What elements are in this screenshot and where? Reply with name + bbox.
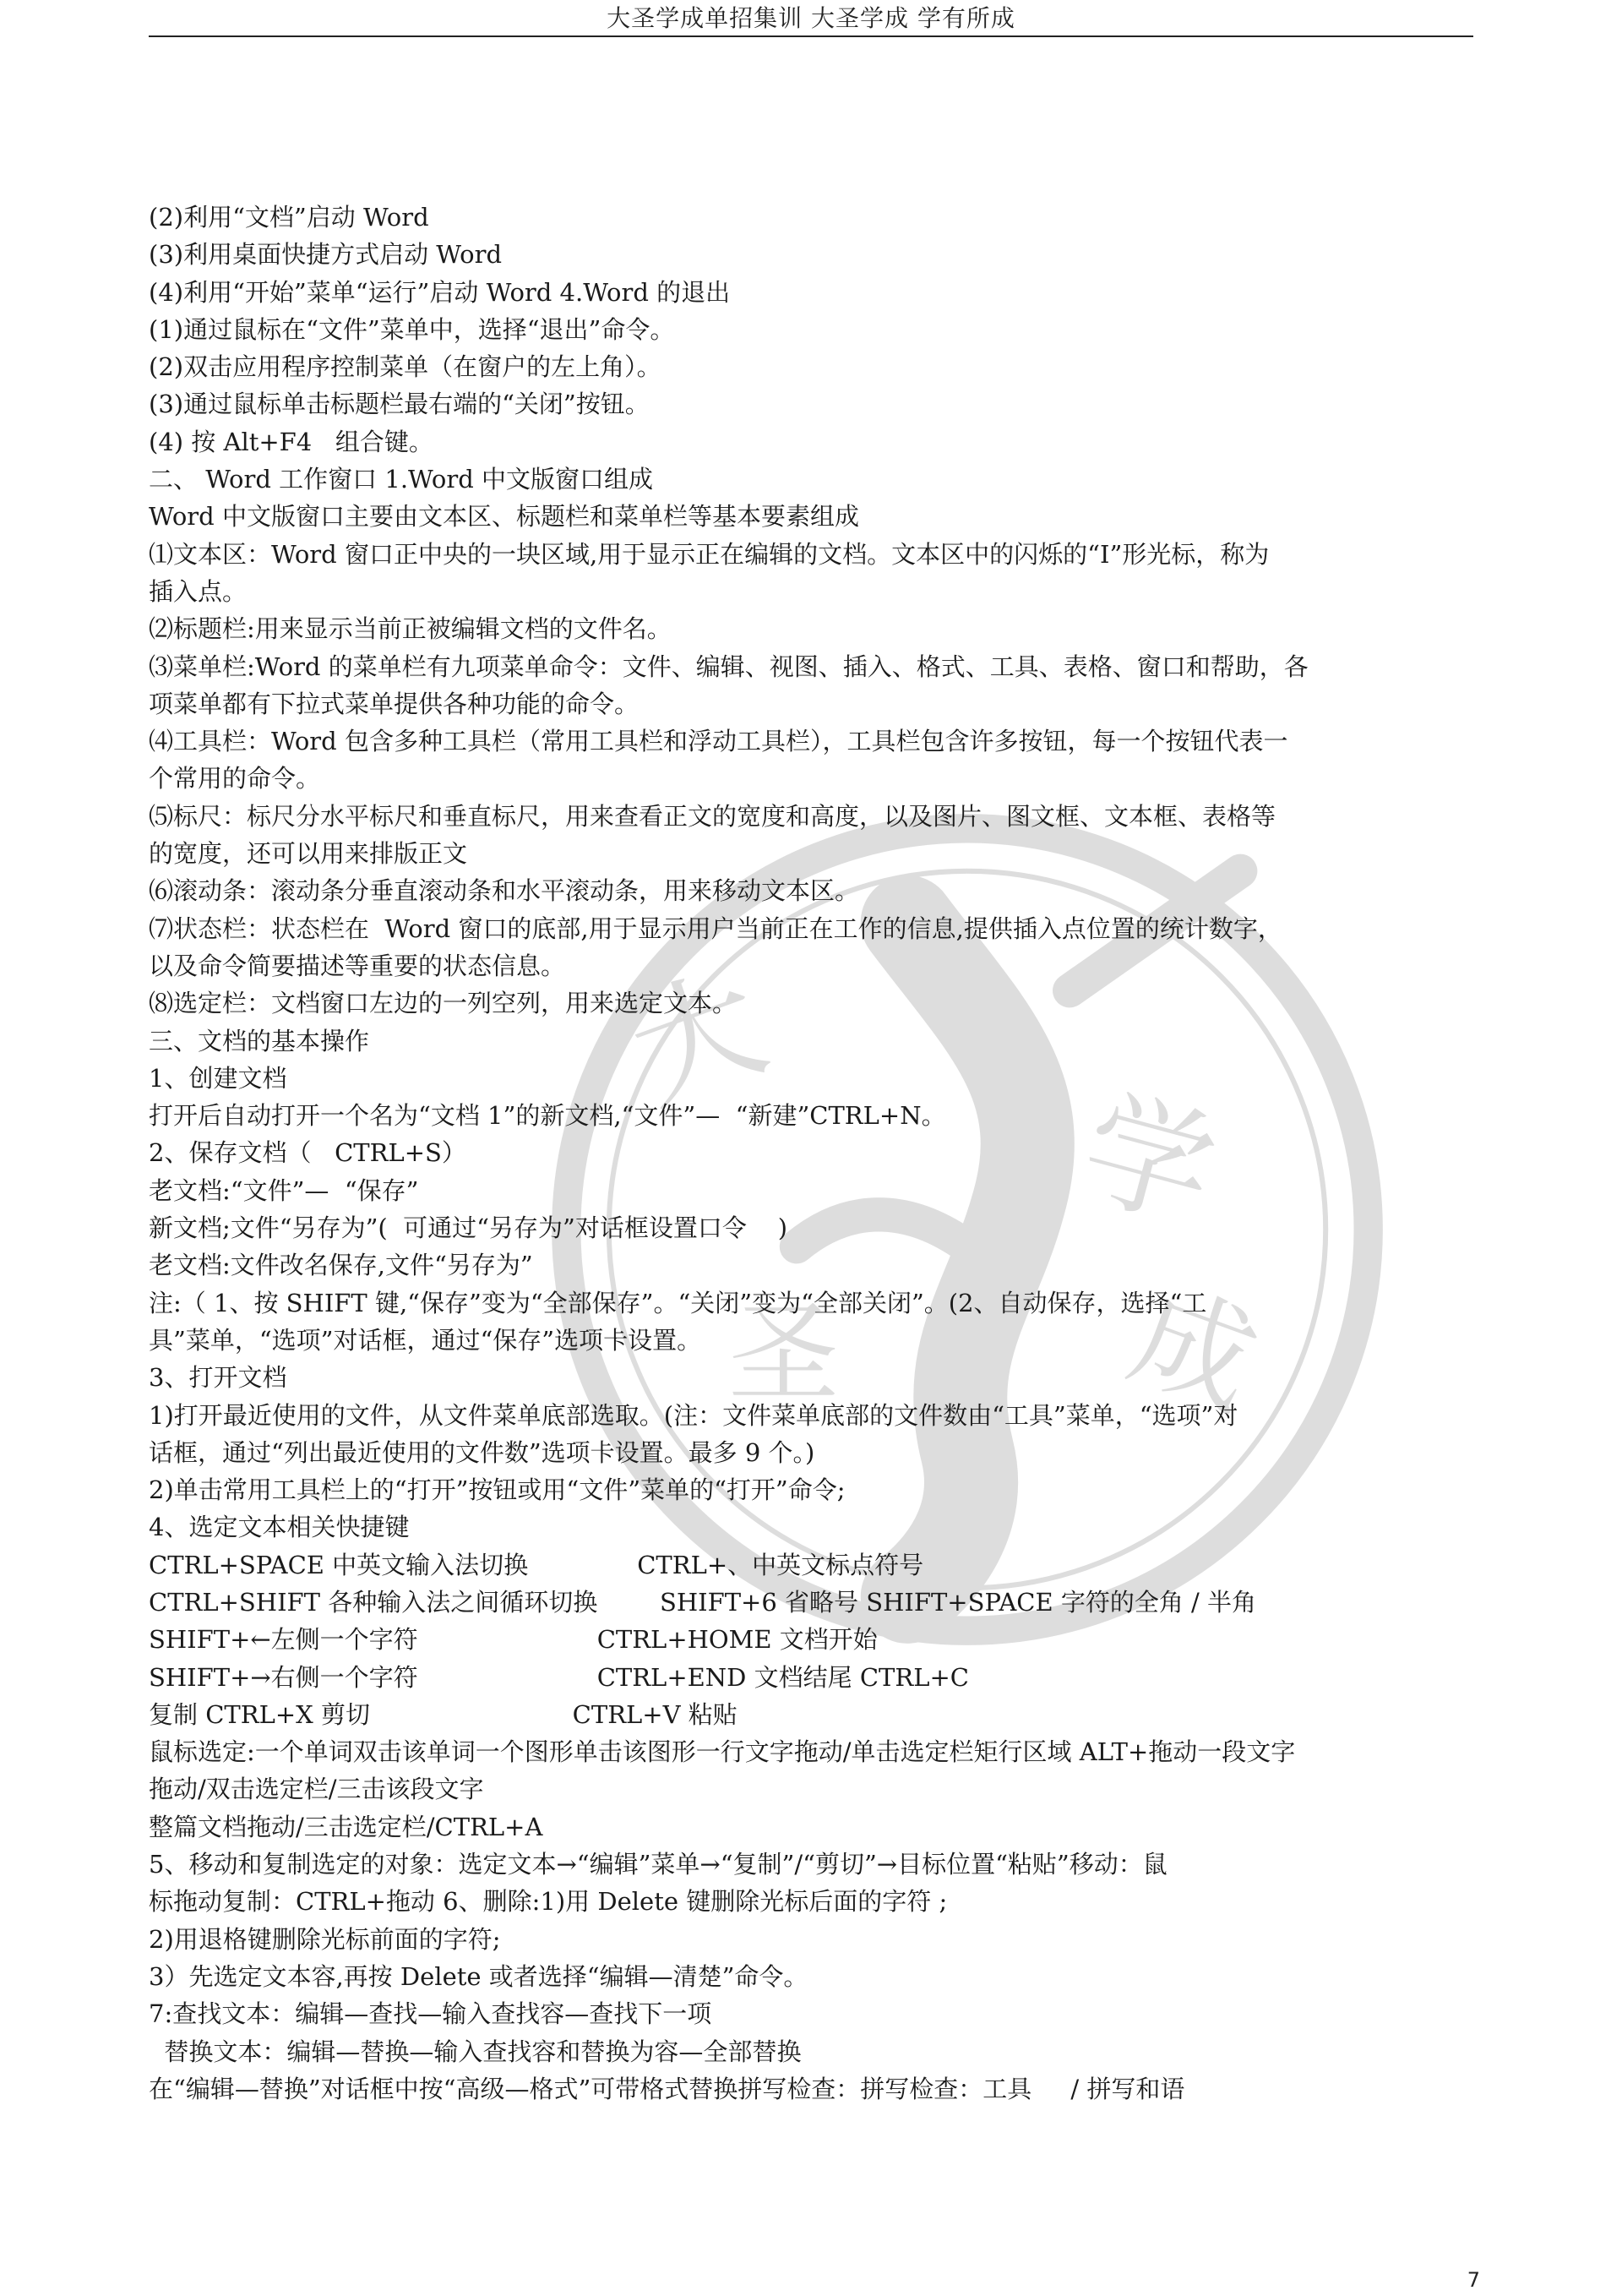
text-line: 注:（ 1、按 SHIFT 键,“保存”变为“全部保存”。“关闭”变为“全部关闭”。(2、自动保存，选择“工 (149, 1288, 1207, 1317)
text-line: 2)单击常用工具栏上的“打开”按钮或用“文件”菜单的“打开”命令; (149, 1475, 846, 1505)
section-heading: 二、 Word 工作窗口 1.Word 中文版窗口组成 (149, 465, 653, 494)
text-line: 插入点。 (149, 576, 248, 606)
text-line: (4)利用“开始”菜单“运行”启动 Word 4.Word 的退出 (149, 277, 731, 307)
text-line: 打开后自动打开一个名为“文档 1”的新文档,“文件”— “新建”CTRL+N。 (149, 1101, 946, 1131)
subsection-heading: 3、打开文档 (149, 1363, 287, 1393)
text-line: 7:查找文本：编辑—查找—输入查找容—查找下一项 (149, 1999, 712, 2029)
text-line: (3)通过鼠标单击标题栏最右端的“关闭”按钮。 (149, 390, 650, 419)
text-line: 老文档:文件改名保存,文件“另存为” (149, 1251, 533, 1280)
text-line: ⑻选定栏：文档窗口左边的一列空列，用来选定文本。 (149, 989, 738, 1018)
header-text: 大圣学成单招集训 大圣学成 学有所成 (607, 4, 1015, 32)
text-line: (2)双击应用程序控制菜单（在窗户的左上角）。 (149, 352, 661, 382)
subsection-heading: 1、创建文档 (149, 1063, 287, 1093)
text-line: 项菜单都有下拉式菜单提供各种功能的命令。 (149, 689, 640, 718)
document-body (149, 199, 1483, 2108)
text-line: 个常用的命令。 (149, 764, 321, 794)
header-rule (149, 35, 1473, 37)
page-number: 7 (1467, 2268, 1480, 2292)
text-line: ⑸标尺：标尺分水平标尺和垂直标尺，用来查看正文的宽度和高度，以及图片、图文框、文本框、表格等 (149, 801, 1276, 831)
text-line: (1)通过鼠标在“文件”菜单中，选择“退出”命令。 (149, 314, 675, 344)
text-line: 鼠标选定:一个单词双击该单词一个图形单击该图形一行文字拖动/单击选定栏矩行区域 ALT+拖动一段文字 (149, 1737, 1296, 1767)
shortcut-line: SHIFT+←左侧一个字符 CTRL+HOME 文档开始 (149, 1625, 878, 1655)
shortcut-line: SHIFT+→右侧一个字符 CTRL+END 文档结尾 CTRL+C (149, 1662, 969, 1692)
text-line: 以及命令简要描述等重要的状态信息。 (149, 951, 566, 980)
page-header (0, 0, 1622, 37)
section-heading: 三、文档的基本操作 (149, 1026, 370, 1055)
text-line: 话框，通过“列出最近使用的文件数”选项卡设置。最多 9 个。) (149, 1437, 815, 1467)
text-line: (3)利用桌面快捷方式启动 Word (149, 240, 503, 270)
text-line: ⑺状态栏：状态栏在 Word 窗口的底部,用于显示用户当前正在工作的信息,提供插入点位置的统计数字， (149, 913, 1282, 943)
text-line: 标拖动复制：CTRL+拖动 6、删除:1)用 Delete 键删除光标后面的字符 ; (149, 1887, 948, 1917)
watermark-char-4: 成 (1113, 1264, 1274, 1437)
text-line: ⑶菜单栏:Word 的菜单栏有九项菜单命令：文件、编辑、视图、插入、格式、工具、表格、窗口和帮助，各 (149, 652, 1309, 681)
text-line: Word 中文版窗口主要由文本区、标题栏和菜单栏等基本要素组成 (149, 502, 859, 532)
text-line: 老文档:“文件”— “保存” (149, 1175, 419, 1205)
watermark-char-3: 学 (1067, 1072, 1230, 1250)
text-line: 具”菜单，“选项”对话框，通过“保存”选项卡设置。 (149, 1325, 702, 1355)
text-line: 拖动/双击选定栏/三击该段文字 (149, 1775, 484, 1804)
watermark-char-1: 大 (612, 946, 784, 1132)
shortcut-line: CTRL+SHIFT 各种输入法之间循环切换 SHIFT+6 省略号 SHIFT+SPACE 字符的全角 / 半角 (149, 1587, 1257, 1617)
shortcut-line: 复制 CTRL+X 剪切 CTRL+V 粘贴 (149, 1699, 738, 1729)
text-line: 在“编辑—替换”对话框中按“高级—格式”可带格式替换拼写检查：拼写检查：工具 / 拼写和语 (149, 2074, 1185, 2103)
text-line: 2)用退格键删除光标前面的字符; (149, 1924, 501, 1954)
shortcut-line: CTRL+SPACE 中英文输入法切换 CTRL+、中英文标点符号 (149, 1550, 924, 1579)
text-line: ⑴文本区：Word 窗口正中央的一块区域,用于显示正在编辑的文档。文本区中的闪烁的“I”形光标，称为 (149, 539, 1270, 569)
text-line: (2)利用“文档”启动 Word (149, 203, 429, 232)
watermark-char-2: 圣 (728, 1288, 840, 1418)
text-line: 5、移动和复制选定的对象：选定文本→“编辑”菜单→“复制”/“剪切”→目标位置“粘贴”移动：鼠 (149, 1850, 1168, 1879)
text-line: 的宽度，还可以用来排版正文 (149, 839, 468, 869)
text-line: ⑹滚动条：滚动条分垂直滚动条和水平滚动条，用来移动文本区。 (149, 876, 860, 906)
subsection-heading: 2、保存文档（ CTRL+S） (149, 1138, 466, 1168)
text-line: 整篇文档拖动/三击选定栏/CTRL+A (149, 1812, 543, 1841)
text-line: ⑷工具栏：Word 包含多种工具栏（常用工具栏和浮动工具栏），工具栏包含许多按钮，每一个按钮代表一 (149, 727, 1288, 756)
text-line: 替换文本：编辑—替换—输入查找容和替换为容—全部替换 (149, 2037, 802, 2066)
text-line: 新文档;文件“另存为”( 可通过“另存为”对话框设置口令 ) (149, 1213, 788, 1243)
text-line: 3）先选定文本容,再按 Delete 或者选择“编辑—清楚”命令。 (149, 1961, 808, 1991)
text-line: (4) 按 Alt+F4 组合键。 (149, 427, 433, 456)
text-line: ⑵标题栏:用来显示当前正被编辑文档的文件名。 (149, 614, 672, 644)
text-line: 1)打开最近使用的文件，从文件菜单底部选取。(注：文件菜单底部的文件数由“工具”菜单，“选项”对 (149, 1400, 1238, 1430)
subsection-heading: 4、选定文本相关快捷键 (149, 1513, 410, 1542)
